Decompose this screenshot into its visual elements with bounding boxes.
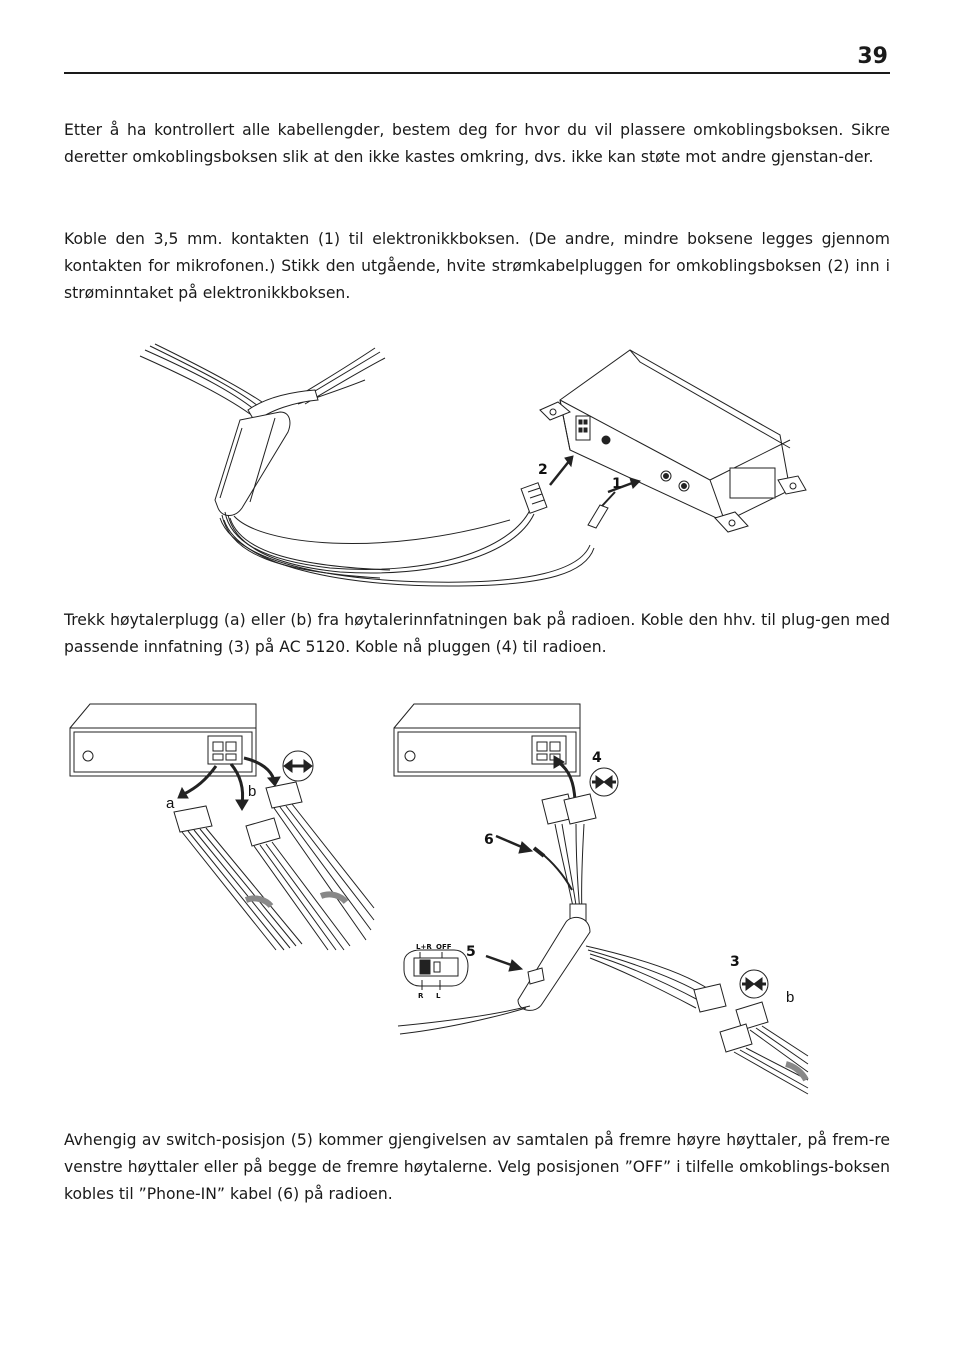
figure1-label-2: 2 xyxy=(538,462,548,478)
figure3-label-3: 3 xyxy=(730,954,740,970)
header-rule xyxy=(64,72,890,74)
figure3-label-4: 4 xyxy=(592,750,602,766)
figure3-label-b: b xyxy=(786,989,795,1006)
switch-label-r: R xyxy=(418,992,424,1000)
switch-label-l: L xyxy=(436,992,441,1000)
figure-radio-speaker-plugs xyxy=(66,700,376,960)
switch-label-lr: L+R xyxy=(416,943,432,951)
figure3-label-5: 5 xyxy=(466,944,476,960)
figure1-label-1: 1 xyxy=(612,476,622,492)
figure-electronics-box-connection xyxy=(130,340,820,590)
paragraph-speaker-plugs: Trekk høytalerplugg (a) eller (b) fra høytalerinnfatningen bak på radioen. Koble den hhv. til plug-gen med passende innfatning (3) på AC 5120. Koble nå pluggen (4) til radioen. xyxy=(64,611,890,656)
paragraph-connect-jack: Koble den 3,5 mm. kontakten (1) til elektronikkboksen. (De andre, mindre boksene legges gjennom kontakten for mikrofonen.) Stikk den utgående, hvite strømkabelpluggen for omkoblingsboksen (2) inn i strøminntaket på elektronikkboksen. xyxy=(64,230,890,302)
figure2-label-b: b xyxy=(248,783,257,800)
page-number: 39 xyxy=(857,44,888,69)
paragraph-cable-placement: Etter å ha kontrollert alle kabellengder, bestem deg for hvor du vil plassere omkoblingsboksen. Sikre deretter omkoblingsboksen slik at den ikke kastes omkring, dvs. ikke kan støte mot andre gjenstan-der. xyxy=(64,121,890,166)
figure-adapter-harness xyxy=(390,700,810,1095)
figure2-label-a: a xyxy=(166,795,175,812)
switch-label-off: OFF xyxy=(436,943,452,951)
figure3-label-6: 6 xyxy=(484,832,494,848)
paragraph-switch-position: Avhengig av switch-posisjon (5) kommer gjengivelsen av samtalen på fremre høyre høyttaler, på frem-re venstre høyttaler eller på begge de fremre høytalerne. Velg posisjonen ”OFF” i tilfelle omkoblings-boksen kobles til ”Phone-IN” kabel (6) på radioen. xyxy=(64,1131,890,1203)
